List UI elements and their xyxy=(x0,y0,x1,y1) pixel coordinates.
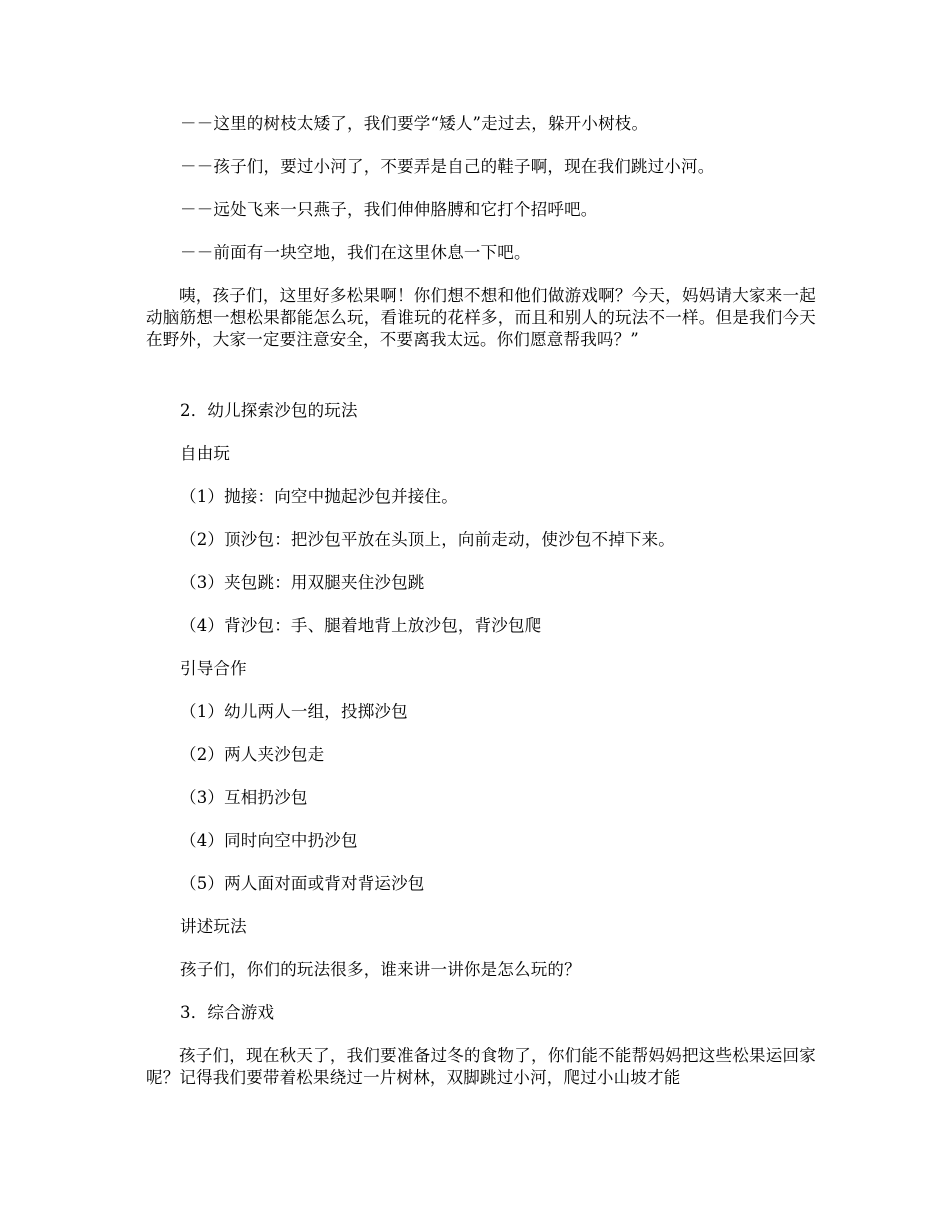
paragraph-describe: 孩子们，你们的玩法很多，谁来讲一讲你是怎么玩的？ xyxy=(180,960,581,979)
list-item-coop-3: （3）互相扔沙包 xyxy=(180,788,308,807)
subheading-cooperation: 引导合作 xyxy=(180,659,247,678)
section-heading-2: 2．幼儿探索沙包的玩法 xyxy=(180,401,358,420)
paragraph-dialogue-2: －－孩子们，要过小河了，不要弄是自己的鞋子啊，现在我们跳过小河。 xyxy=(180,157,715,176)
list-item-coop-4: （4）同时向空中扔沙包 xyxy=(180,831,358,850)
list-item-coop-2: （2）两人夹沙包走 xyxy=(180,745,325,764)
paragraph-game: 孩子们，现在秋天了，我们要准备过冬的食物了，你们能不能帮妈妈把这些松果运回家呢？记得我们要带着松果绕过一片树林，双脚跳过小河，爬过小山坡才能 xyxy=(146,1046,816,1087)
paragraph-dialogue-1: －－这里的树枝太矮了，我们要学“矮人”走过去，躲开小树枝。 xyxy=(180,114,649,133)
list-item-free-2: （2）顶沙包：把沙包平放在头顶上，向前走动，使沙包不掉下来。 xyxy=(180,530,675,549)
list-item-coop-1: （1）幼儿两人一组，投掷沙包 xyxy=(180,702,408,721)
paragraph-intro: 咦，孩子们，这里好多松果啊！你们想不想和他们做游戏啊？今天，妈妈请大家来一起动脑筋想一想松果都能怎么玩，看谁玩的花样多，而且和别人的玩法不一样。但是我们今天在野外，大家一定要注意安全，不要离我太远。你们愿意帮我吗？” xyxy=(146,286,816,349)
section-heading-3: 3．综合游戏 xyxy=(180,1003,275,1022)
subheading-describe: 讲述玩法 xyxy=(180,917,247,936)
list-item-coop-5: （5）两人面对面或背对背运沙包 xyxy=(180,874,425,893)
paragraph-dialogue-3: －－远处飞来一只燕子，我们伸伸胳膊和它打个招呼吧。 xyxy=(180,200,598,219)
list-item-free-3: （3）夹包跳：用双腿夹住沙包跳 xyxy=(180,573,425,592)
list-item-free-1: （1）抛接：向空中抛起沙包并接住。 xyxy=(180,487,458,506)
paragraph-dialogue-4: －－前面有一块空地，我们在这里休息一下吧。 xyxy=(180,243,531,262)
list-item-free-4: （4）背沙包：手、腿着地背上放沙包，背沙包爬 xyxy=(180,616,542,635)
subheading-free-play: 自由玩 xyxy=(180,444,231,463)
